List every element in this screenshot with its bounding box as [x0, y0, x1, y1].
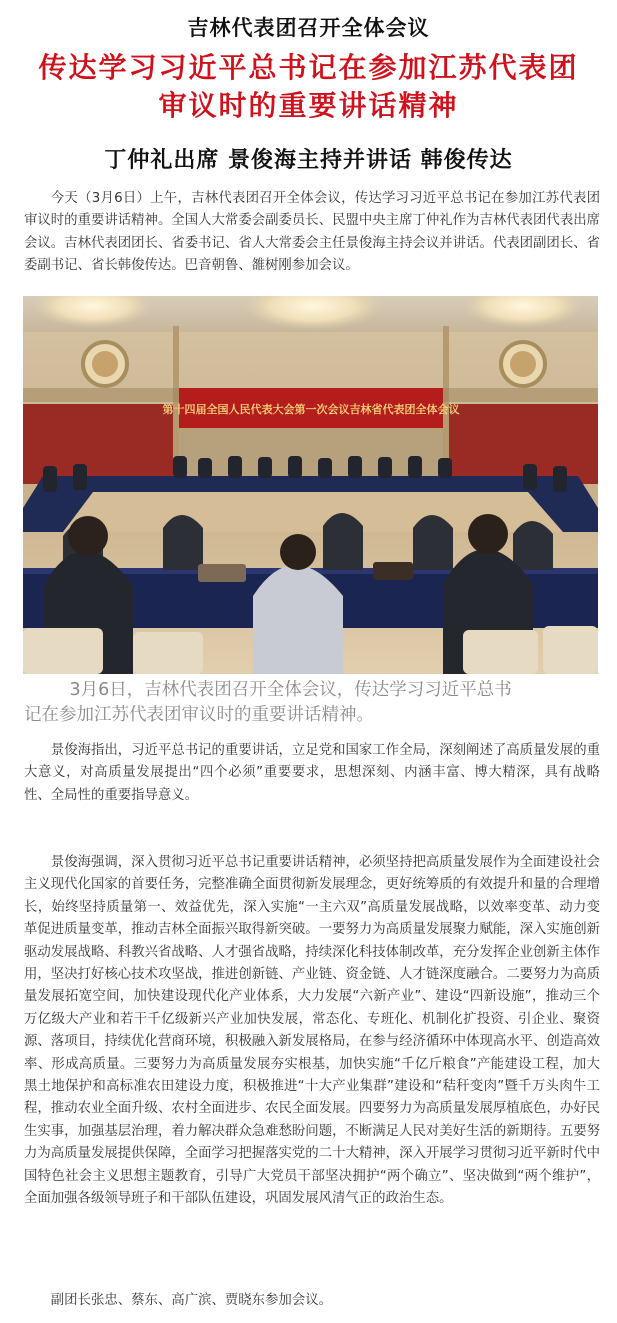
article-paragraph-4: 副团长张忠、蔡东、高广滨、贾晓东参加会议。: [50, 1293, 332, 1308]
article-paragraph-2: 景俊海指出，习近平总书记的重要讲话，立足党和国家工作全局，深刻阐述了高质量发展的重大意义，对高质量发展提出“四个必须”重要要求，思想深刻、内涵丰富、博大精深，具有战略性、全局性的重要指导意义。: [24, 743, 600, 803]
article-paragraph-3: 景俊海强调，深入贯彻习近平总书记重要讲话精神，必须坚持把高质量发展作为全面建设社会主义现代化国家的首要任务，完整准确全面贯彻新发展理念，更好统筹质的有效提升和量的合理增长，始终坚持质量第一、效益优先，深入实施“一主六双”高质量发展战略，以效率变革、动力变革促进质量变革，推动吉林全面振兴取得新突破。一要努力为高质量发展聚力赋能，深入实施创新驱动发展战略、科教兴省战略、人才强省战略，持续深化科技体制改革，充分发挥企业创新主体作用，坚决打好核心技术攻坚战，推进创新链、产业链、资金链、人才链深度融合。二要努力为高质量发展拓宽空间，加快建设现代化产业体系，大力发展“六新产业”、建设“四新设施”，推动三个万亿级大产业和若干千亿级新兴产业加快发展，常态化、专班化、机制化扩投资、引企业、聚资源、落项目，持续优化营商环境，积极融入新发展格局，在参与经济循环中体现高水平、创造高效率、形成高质量。三要努力为高质量发展夯实根基，加快实施“千亿斤粮食”产能建设工程，加大黑土地保护和高标准农田建设力度，积极推进“十大产业集群”建设和“秸秆变肉”暨千万头肉牛工程，推动农业全面升级、农村全面进步、农民全面发展。四要努力为高质量发展厚植底色，办好民生实事，加强基层治理，着力解决群众急难愁盼问题，不断满足人民对美好生活的新期待。五要努力为高质量发展提供保障，全面学习把握落实党的二十大精神，深入开展学习贯彻习近平新时代中国特色社会主义思想主题教育，引导广大党员干部坚决拥护“两个确立”、坚决做到“两个维护”，全面加强各级领导班子和干部队伍建设，巩固发展风清气正的政治生态。: [24, 855, 600, 1207]
photo-caption: 3月6日，吉林代表团召开全体会议，传达学习习近平总书记在参加江苏代表团审议时的重要讲话精神。: [24, 680, 512, 725]
article-paragraph-intro: 今天（3月6日）上午，吉林代表团召开全体会议，传达学习习近平总书记在参加江苏代表团审议时的重要讲话精神。全国人大常委会副委员长、民盟中央主席丁仲礼作为吉林代表团代表出席会议。吉林代表团团长、省委书记、省人大常委会主任景俊海主持会议并讲话。代表团副团长、省委副书记、省长韩俊传达。巴音朝鲁、雒树刚参加会议。: [24, 191, 600, 274]
meeting-photo: [23, 296, 598, 674]
article-headline-line-2: 审议时的重要讲话精神: [158, 89, 459, 122]
photo-banner-text: 第十四届全国人民代表大会第一次会议吉林省代表团全体会议: [162, 403, 460, 416]
article-headline-line-1: 传达学习习近平总书记在参加江苏代表团: [38, 51, 579, 84]
article-subhead: 丁仲礼出席 景俊海主持并讲话 韩俊传达: [104, 147, 513, 173]
article-kicker: 吉林代表团召开全体会议: [187, 15, 430, 40]
